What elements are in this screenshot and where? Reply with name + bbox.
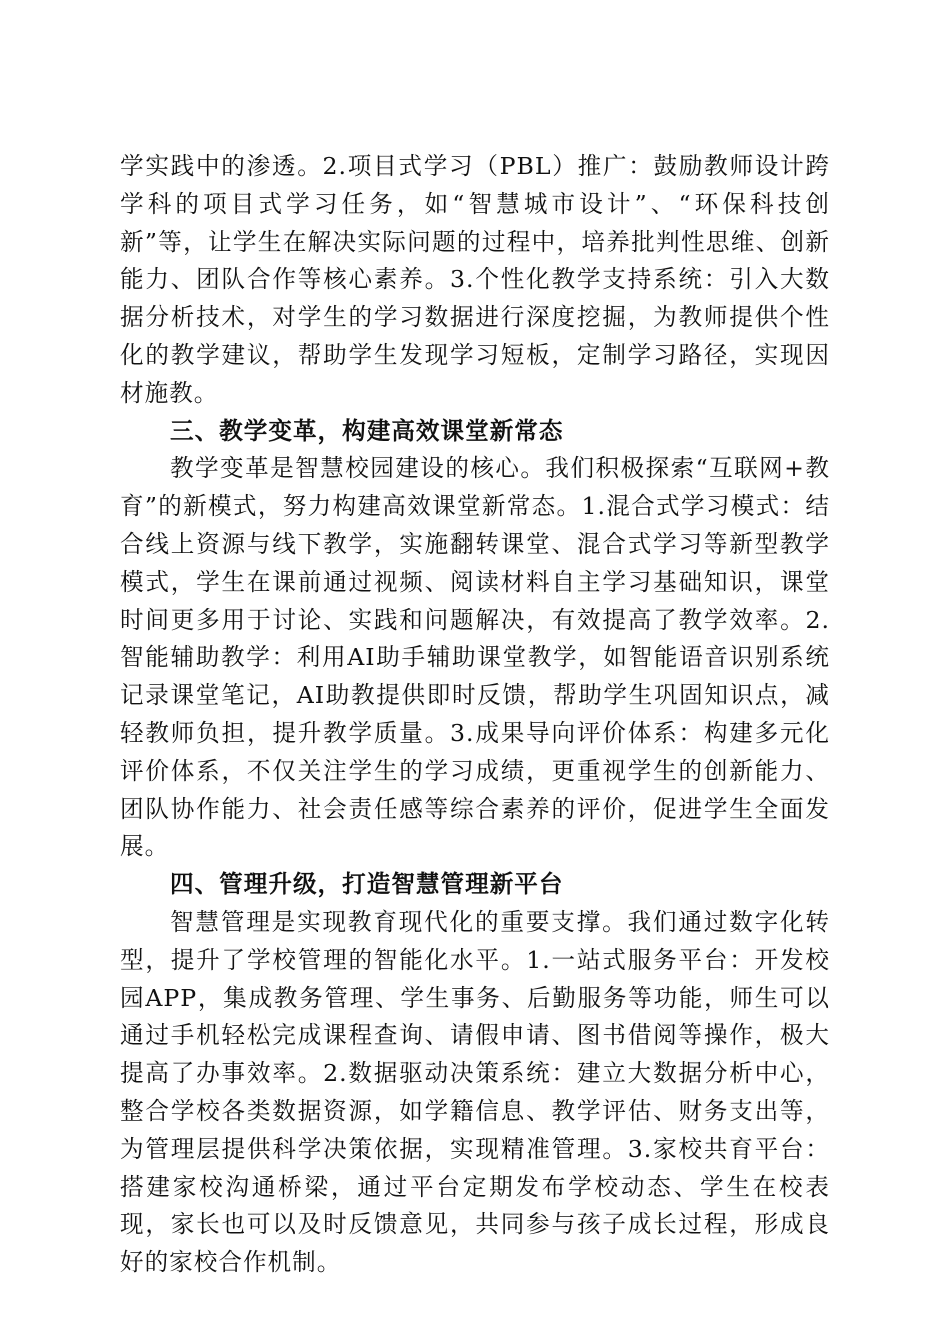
section-heading-4: 四、管理升级，打造智慧管理新平台 (170, 870, 564, 899)
document-page (120, 148, 830, 1282)
paragraph-continuation: 学实践中的渗透。2.项目式学习（PBL）推广：鼓励教师设计跨学科的项目式学习任务，如“智慧城市设计”、“环保科技创新”等，让学生在解决实际问题的过程中，培养批判性思维、创新能力、团队合作等核心素养。3.个性化教学支持系统：引入大数据分析技术，对学生的学习数据进行深度挖掘，为教师提供个性化的教学建议，帮助学生发现学习短板，定制学习路径，实现因材施教。 (120, 152, 830, 407)
paragraph-management-upgrade: 智慧管理是实现教育现代化的重要支撑。我们通过数字化转型，提升了学校管理的智能化水平。1.一站式服务平台：开发校园APP，集成教务管理、学生事务、后勤服务等功能，师生可以通过手机轻松完成课程查询、请假申请、图书借阅等操作，极大提高了办事效率。2.数据驱动决策系统：建立大数据分析中心，整合学校各类数据资源，如学籍信息、教学评估、财务支出等，为管理层提供科学决策依据，实现精准管理。3.家校共育平台：搭建家校沟通桥梁，通过平台定期发布学校动态、学生在校表现，家长也可以及时反馈意见，共同参与孩子成长过程，形成良好的家校合作机制。 (120, 907, 830, 1277)
paragraph-teaching-reform: 教学变革是智慧校园建设的核心。我们积极探索“互联网+教育”的新模式，努力构建高效课堂新常态。1.混合式学习模式：结合线上资源与线下教学，实施翻转课堂、混合式学习等新型教学模式，学生在课前通过视频、阅读材料自主学习基础知识，课堂时间更多用于讨论、实践和问题解决，有效提高了教学效率。2.智能辅助教学：利用AI助手辅助课堂教学，如智能语音识别系统记录课堂笔记，AI助教提供即时反馈，帮助学生巩固知识点，减轻教师负担，提升教学质量。3.成果导向评价体系：构建多元化评价体系，不仅关注学生的学习成绩，更重视学生的创新能力、团队协作能力、社会责任感等综合素养的评价，促进学生全面发展。 (120, 454, 830, 861)
section-heading-3: 三、教学变革，构建高效课堂新常态 (170, 416, 564, 445)
